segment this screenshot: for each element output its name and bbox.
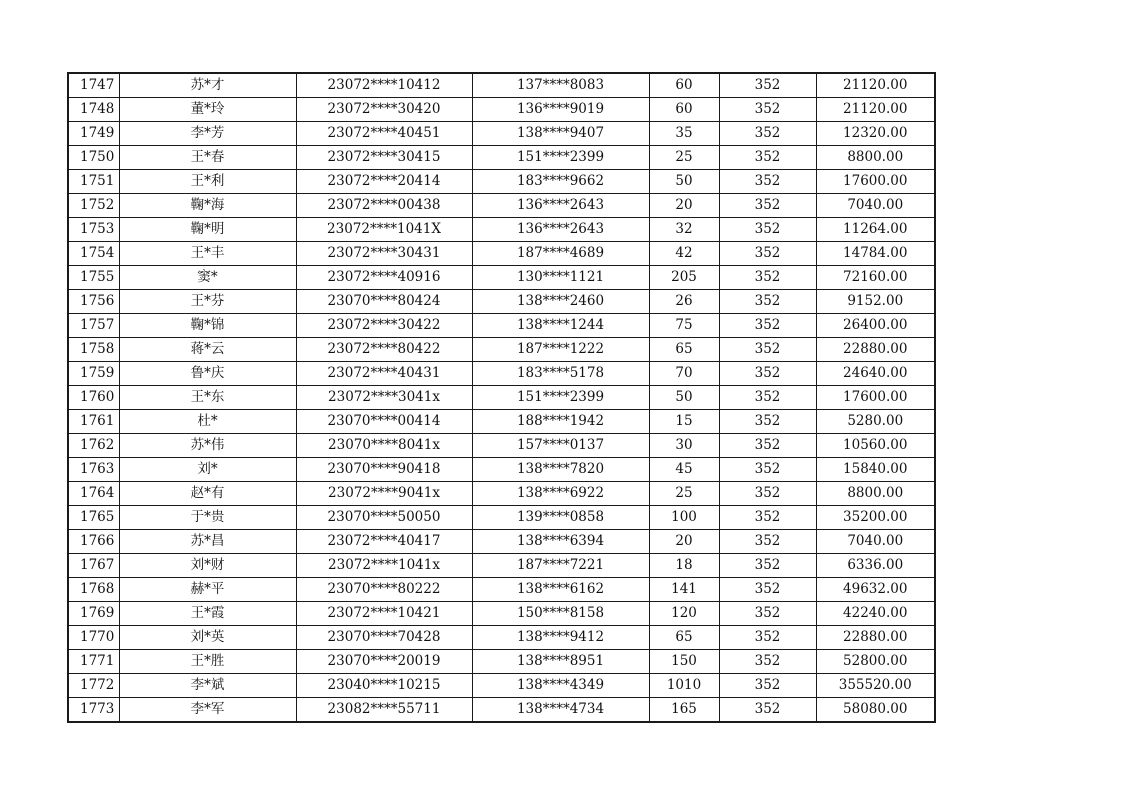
- id-number-cell: 23072****1041x: [296, 554, 472, 578]
- table-row: [68, 146, 935, 170]
- amount-cell: 14784.00: [816, 242, 935, 266]
- quantity-cell: 45: [649, 458, 719, 482]
- id-number-cell: 23072****20414: [296, 170, 472, 194]
- phone-cell: 139****0858: [472, 506, 649, 530]
- id-number-cell: 23070****8041x: [296, 434, 472, 458]
- phone-cell: 187****1222: [472, 338, 649, 362]
- phone-cell: 183****5178: [472, 362, 649, 386]
- unit-price-cell: 352: [719, 482, 816, 506]
- quantity-cell: 26: [649, 290, 719, 314]
- unit-price-cell: 352: [719, 122, 816, 146]
- phone-cell: 151****2399: [472, 386, 649, 410]
- quantity-cell: 20: [649, 530, 719, 554]
- row-number-cell: 1773: [68, 698, 119, 723]
- amount-cell: 42240.00: [816, 602, 935, 626]
- amount-cell: 21120.00: [816, 73, 935, 98]
- phone-cell: 138****9412: [472, 626, 649, 650]
- unit-price-cell: 352: [719, 314, 816, 338]
- amount-cell: 58080.00: [816, 698, 935, 723]
- name-cell: 王*丰: [119, 242, 296, 266]
- id-number-cell: 23072****30431: [296, 242, 472, 266]
- name-cell: 李*芳: [119, 122, 296, 146]
- phone-cell: 138****9407: [472, 122, 649, 146]
- name-cell: 刘*英: [119, 626, 296, 650]
- amount-cell: 8800.00: [816, 482, 935, 506]
- phone-cell: 188****1942: [472, 410, 649, 434]
- unit-price-cell: 352: [719, 578, 816, 602]
- phone-cell: 138****2460: [472, 290, 649, 314]
- amount-cell: 8800.00: [816, 146, 935, 170]
- id-number-cell: 23072****40431: [296, 362, 472, 386]
- name-cell: 董*玲: [119, 98, 296, 122]
- row-number-cell: 1763: [68, 458, 119, 482]
- name-cell: 王*春: [119, 146, 296, 170]
- row-number-cell: 1759: [68, 362, 119, 386]
- unit-price-cell: 352: [719, 290, 816, 314]
- quantity-cell: 65: [649, 626, 719, 650]
- id-number-cell: 23070****80424: [296, 290, 472, 314]
- amount-cell: 52800.00: [816, 650, 935, 674]
- phone-cell: 136****2643: [472, 218, 649, 242]
- table-row: [68, 266, 935, 290]
- id-number-cell: 23072****30422: [296, 314, 472, 338]
- table-row: [68, 434, 935, 458]
- phone-cell: 151****2399: [472, 146, 649, 170]
- table-row: [68, 674, 935, 698]
- name-cell: 赫*平: [119, 578, 296, 602]
- quantity-cell: 165: [649, 698, 719, 723]
- phone-cell: 138****6922: [472, 482, 649, 506]
- name-cell: 苏*伟: [119, 434, 296, 458]
- id-number-cell: 23072****10412: [296, 73, 472, 98]
- amount-cell: 49632.00: [816, 578, 935, 602]
- quantity-cell: 65: [649, 338, 719, 362]
- data-table: [67, 72, 936, 723]
- quantity-cell: 70: [649, 362, 719, 386]
- id-number-cell: 23072****40417: [296, 530, 472, 554]
- unit-price-cell: 352: [719, 626, 816, 650]
- phone-cell: 187****4689: [472, 242, 649, 266]
- table-row: [68, 698, 935, 723]
- quantity-cell: 50: [649, 386, 719, 410]
- row-number-cell: 1766: [68, 530, 119, 554]
- table-row: [68, 410, 935, 434]
- row-number-cell: 1747: [68, 73, 119, 98]
- amount-cell: 22880.00: [816, 626, 935, 650]
- quantity-cell: 15: [649, 410, 719, 434]
- id-number-cell: 23072****00438: [296, 194, 472, 218]
- phone-cell: 138****7820: [472, 458, 649, 482]
- row-number-cell: 1760: [68, 386, 119, 410]
- row-number-cell: 1761: [68, 410, 119, 434]
- table-row: [68, 314, 935, 338]
- id-number-cell: 23072****3041x: [296, 386, 472, 410]
- phone-cell: 138****6162: [472, 578, 649, 602]
- id-number-cell: 23070****20019: [296, 650, 472, 674]
- phone-cell: 138****4349: [472, 674, 649, 698]
- unit-price-cell: 352: [719, 674, 816, 698]
- phone-cell: 138****6394: [472, 530, 649, 554]
- unit-price-cell: 352: [719, 410, 816, 434]
- unit-price-cell: 352: [719, 146, 816, 170]
- phone-cell: 136****9019: [472, 98, 649, 122]
- quantity-cell: 60: [649, 98, 719, 122]
- amount-cell: 7040.00: [816, 530, 935, 554]
- table-row: [68, 170, 935, 194]
- row-number-cell: 1765: [68, 506, 119, 530]
- quantity-cell: 18: [649, 554, 719, 578]
- phone-cell: 150****8158: [472, 602, 649, 626]
- name-cell: 杜*: [119, 410, 296, 434]
- quantity-cell: 150: [649, 650, 719, 674]
- quantity-cell: 141: [649, 578, 719, 602]
- phone-cell: 137****8083: [472, 73, 649, 98]
- id-number-cell: 23070****80222: [296, 578, 472, 602]
- row-number-cell: 1752: [68, 194, 119, 218]
- name-cell: 王*芬: [119, 290, 296, 314]
- name-cell: 鞠*锦: [119, 314, 296, 338]
- amount-cell: 26400.00: [816, 314, 935, 338]
- amount-cell: 21120.00: [816, 98, 935, 122]
- unit-price-cell: 352: [719, 458, 816, 482]
- row-number-cell: 1754: [68, 242, 119, 266]
- id-number-cell: 23072****40916: [296, 266, 472, 290]
- phone-cell: 138****1244: [472, 314, 649, 338]
- quantity-cell: 35: [649, 122, 719, 146]
- id-number-cell: 23082****55711: [296, 698, 472, 723]
- row-number-cell: 1755: [68, 266, 119, 290]
- amount-cell: 24640.00: [816, 362, 935, 386]
- name-cell: 王*东: [119, 386, 296, 410]
- row-number-cell: 1762: [68, 434, 119, 458]
- quantity-cell: 25: [649, 482, 719, 506]
- phone-cell: 157****0137: [472, 434, 649, 458]
- id-number-cell: 23072****30415: [296, 146, 472, 170]
- unit-price-cell: 352: [719, 170, 816, 194]
- id-number-cell: 23070****50050: [296, 506, 472, 530]
- phone-cell: 136****2643: [472, 194, 649, 218]
- table-row: [68, 626, 935, 650]
- quantity-cell: 205: [649, 266, 719, 290]
- table-row: [68, 458, 935, 482]
- table-row: [68, 386, 935, 410]
- quantity-cell: 50: [649, 170, 719, 194]
- name-cell: 王*霞: [119, 602, 296, 626]
- amount-cell: 12320.00: [816, 122, 935, 146]
- quantity-cell: 75: [649, 314, 719, 338]
- unit-price-cell: 352: [719, 218, 816, 242]
- row-number-cell: 1758: [68, 338, 119, 362]
- table-row: [68, 338, 935, 362]
- row-number-cell: 1748: [68, 98, 119, 122]
- id-number-cell: 23072****1041X: [296, 218, 472, 242]
- name-cell: 苏*才: [119, 73, 296, 98]
- unit-price-cell: 352: [719, 650, 816, 674]
- table-row: [68, 602, 935, 626]
- unit-price-cell: 352: [719, 698, 816, 723]
- row-number-cell: 1769: [68, 602, 119, 626]
- unit-price-cell: 352: [719, 338, 816, 362]
- amount-cell: 6336.00: [816, 554, 935, 578]
- quantity-cell: 42: [649, 242, 719, 266]
- id-number-cell: 23072****30420: [296, 98, 472, 122]
- name-cell: 鞠*海: [119, 194, 296, 218]
- amount-cell: 17600.00: [816, 170, 935, 194]
- table-row: [68, 362, 935, 386]
- table-row: [68, 290, 935, 314]
- amount-cell: 10560.00: [816, 434, 935, 458]
- unit-price-cell: 352: [719, 506, 816, 530]
- row-number-cell: 1757: [68, 314, 119, 338]
- unit-price-cell: 352: [719, 434, 816, 458]
- row-number-cell: 1770: [68, 626, 119, 650]
- table-row: [68, 578, 935, 602]
- table-row: [68, 482, 935, 506]
- quantity-cell: 32: [649, 218, 719, 242]
- quantity-cell: 20: [649, 194, 719, 218]
- name-cell: 刘*: [119, 458, 296, 482]
- unit-price-cell: 352: [719, 266, 816, 290]
- phone-cell: 138****8951: [472, 650, 649, 674]
- table-row: [68, 73, 935, 98]
- table-row: [68, 506, 935, 530]
- name-cell: 于*贵: [119, 506, 296, 530]
- table-row: [68, 530, 935, 554]
- amount-cell: 15840.00: [816, 458, 935, 482]
- phone-cell: 183****9662: [472, 170, 649, 194]
- amount-cell: 355520.00: [816, 674, 935, 698]
- amount-cell: 17600.00: [816, 386, 935, 410]
- row-number-cell: 1751: [68, 170, 119, 194]
- amount-cell: 9152.00: [816, 290, 935, 314]
- row-number-cell: 1764: [68, 482, 119, 506]
- unit-price-cell: 352: [719, 554, 816, 578]
- phone-cell: 130****1121: [472, 266, 649, 290]
- quantity-cell: 25: [649, 146, 719, 170]
- name-cell: 鞠*明: [119, 218, 296, 242]
- quantity-cell: 100: [649, 506, 719, 530]
- table-row: [68, 122, 935, 146]
- row-number-cell: 1767: [68, 554, 119, 578]
- name-cell: 鲁*庆: [119, 362, 296, 386]
- unit-price-cell: 352: [719, 194, 816, 218]
- amount-cell: 22880.00: [816, 338, 935, 362]
- row-number-cell: 1771: [68, 650, 119, 674]
- phone-cell: 187****7221: [472, 554, 649, 578]
- name-cell: 苏*昌: [119, 530, 296, 554]
- table-row: [68, 554, 935, 578]
- name-cell: 李*斌: [119, 674, 296, 698]
- row-number-cell: 1756: [68, 290, 119, 314]
- quantity-cell: 60: [649, 73, 719, 98]
- id-number-cell: 23070****70428: [296, 626, 472, 650]
- name-cell: 赵*有: [119, 482, 296, 506]
- table-row: [68, 218, 935, 242]
- name-cell: 窦*: [119, 266, 296, 290]
- amount-cell: 35200.00: [816, 506, 935, 530]
- unit-price-cell: 352: [719, 386, 816, 410]
- id-number-cell: 23070****00414: [296, 410, 472, 434]
- id-number-cell: 23070****90418: [296, 458, 472, 482]
- quantity-cell: 30: [649, 434, 719, 458]
- unit-price-cell: 352: [719, 98, 816, 122]
- table-row: [68, 650, 935, 674]
- amount-cell: 72160.00: [816, 266, 935, 290]
- id-number-cell: 23072****9041x: [296, 482, 472, 506]
- id-number-cell: 23072****80422: [296, 338, 472, 362]
- name-cell: 王*利: [119, 170, 296, 194]
- name-cell: 蒋*云: [119, 338, 296, 362]
- unit-price-cell: 352: [719, 602, 816, 626]
- row-number-cell: 1749: [68, 122, 119, 146]
- name-cell: 王*胜: [119, 650, 296, 674]
- amount-cell: 7040.00: [816, 194, 935, 218]
- name-cell: 李*军: [119, 698, 296, 723]
- row-number-cell: 1768: [68, 578, 119, 602]
- table-row: [68, 98, 935, 122]
- phone-cell: 138****4734: [472, 698, 649, 723]
- amount-cell: 5280.00: [816, 410, 935, 434]
- quantity-cell: 1010: [649, 674, 719, 698]
- row-number-cell: 1750: [68, 146, 119, 170]
- table-body: [68, 73, 935, 722]
- name-cell: 刘*财: [119, 554, 296, 578]
- table-row: [68, 194, 935, 218]
- id-number-cell: 23072****10421: [296, 602, 472, 626]
- quantity-cell: 120: [649, 602, 719, 626]
- unit-price-cell: 352: [719, 362, 816, 386]
- unit-price-cell: 352: [719, 73, 816, 98]
- row-number-cell: 1753: [68, 218, 119, 242]
- id-number-cell: 23040****10215: [296, 674, 472, 698]
- row-number-cell: 1772: [68, 674, 119, 698]
- id-number-cell: 23072****40451: [296, 122, 472, 146]
- unit-price-cell: 352: [719, 530, 816, 554]
- amount-cell: 11264.00: [816, 218, 935, 242]
- unit-price-cell: 352: [719, 242, 816, 266]
- table-row: [68, 242, 935, 266]
